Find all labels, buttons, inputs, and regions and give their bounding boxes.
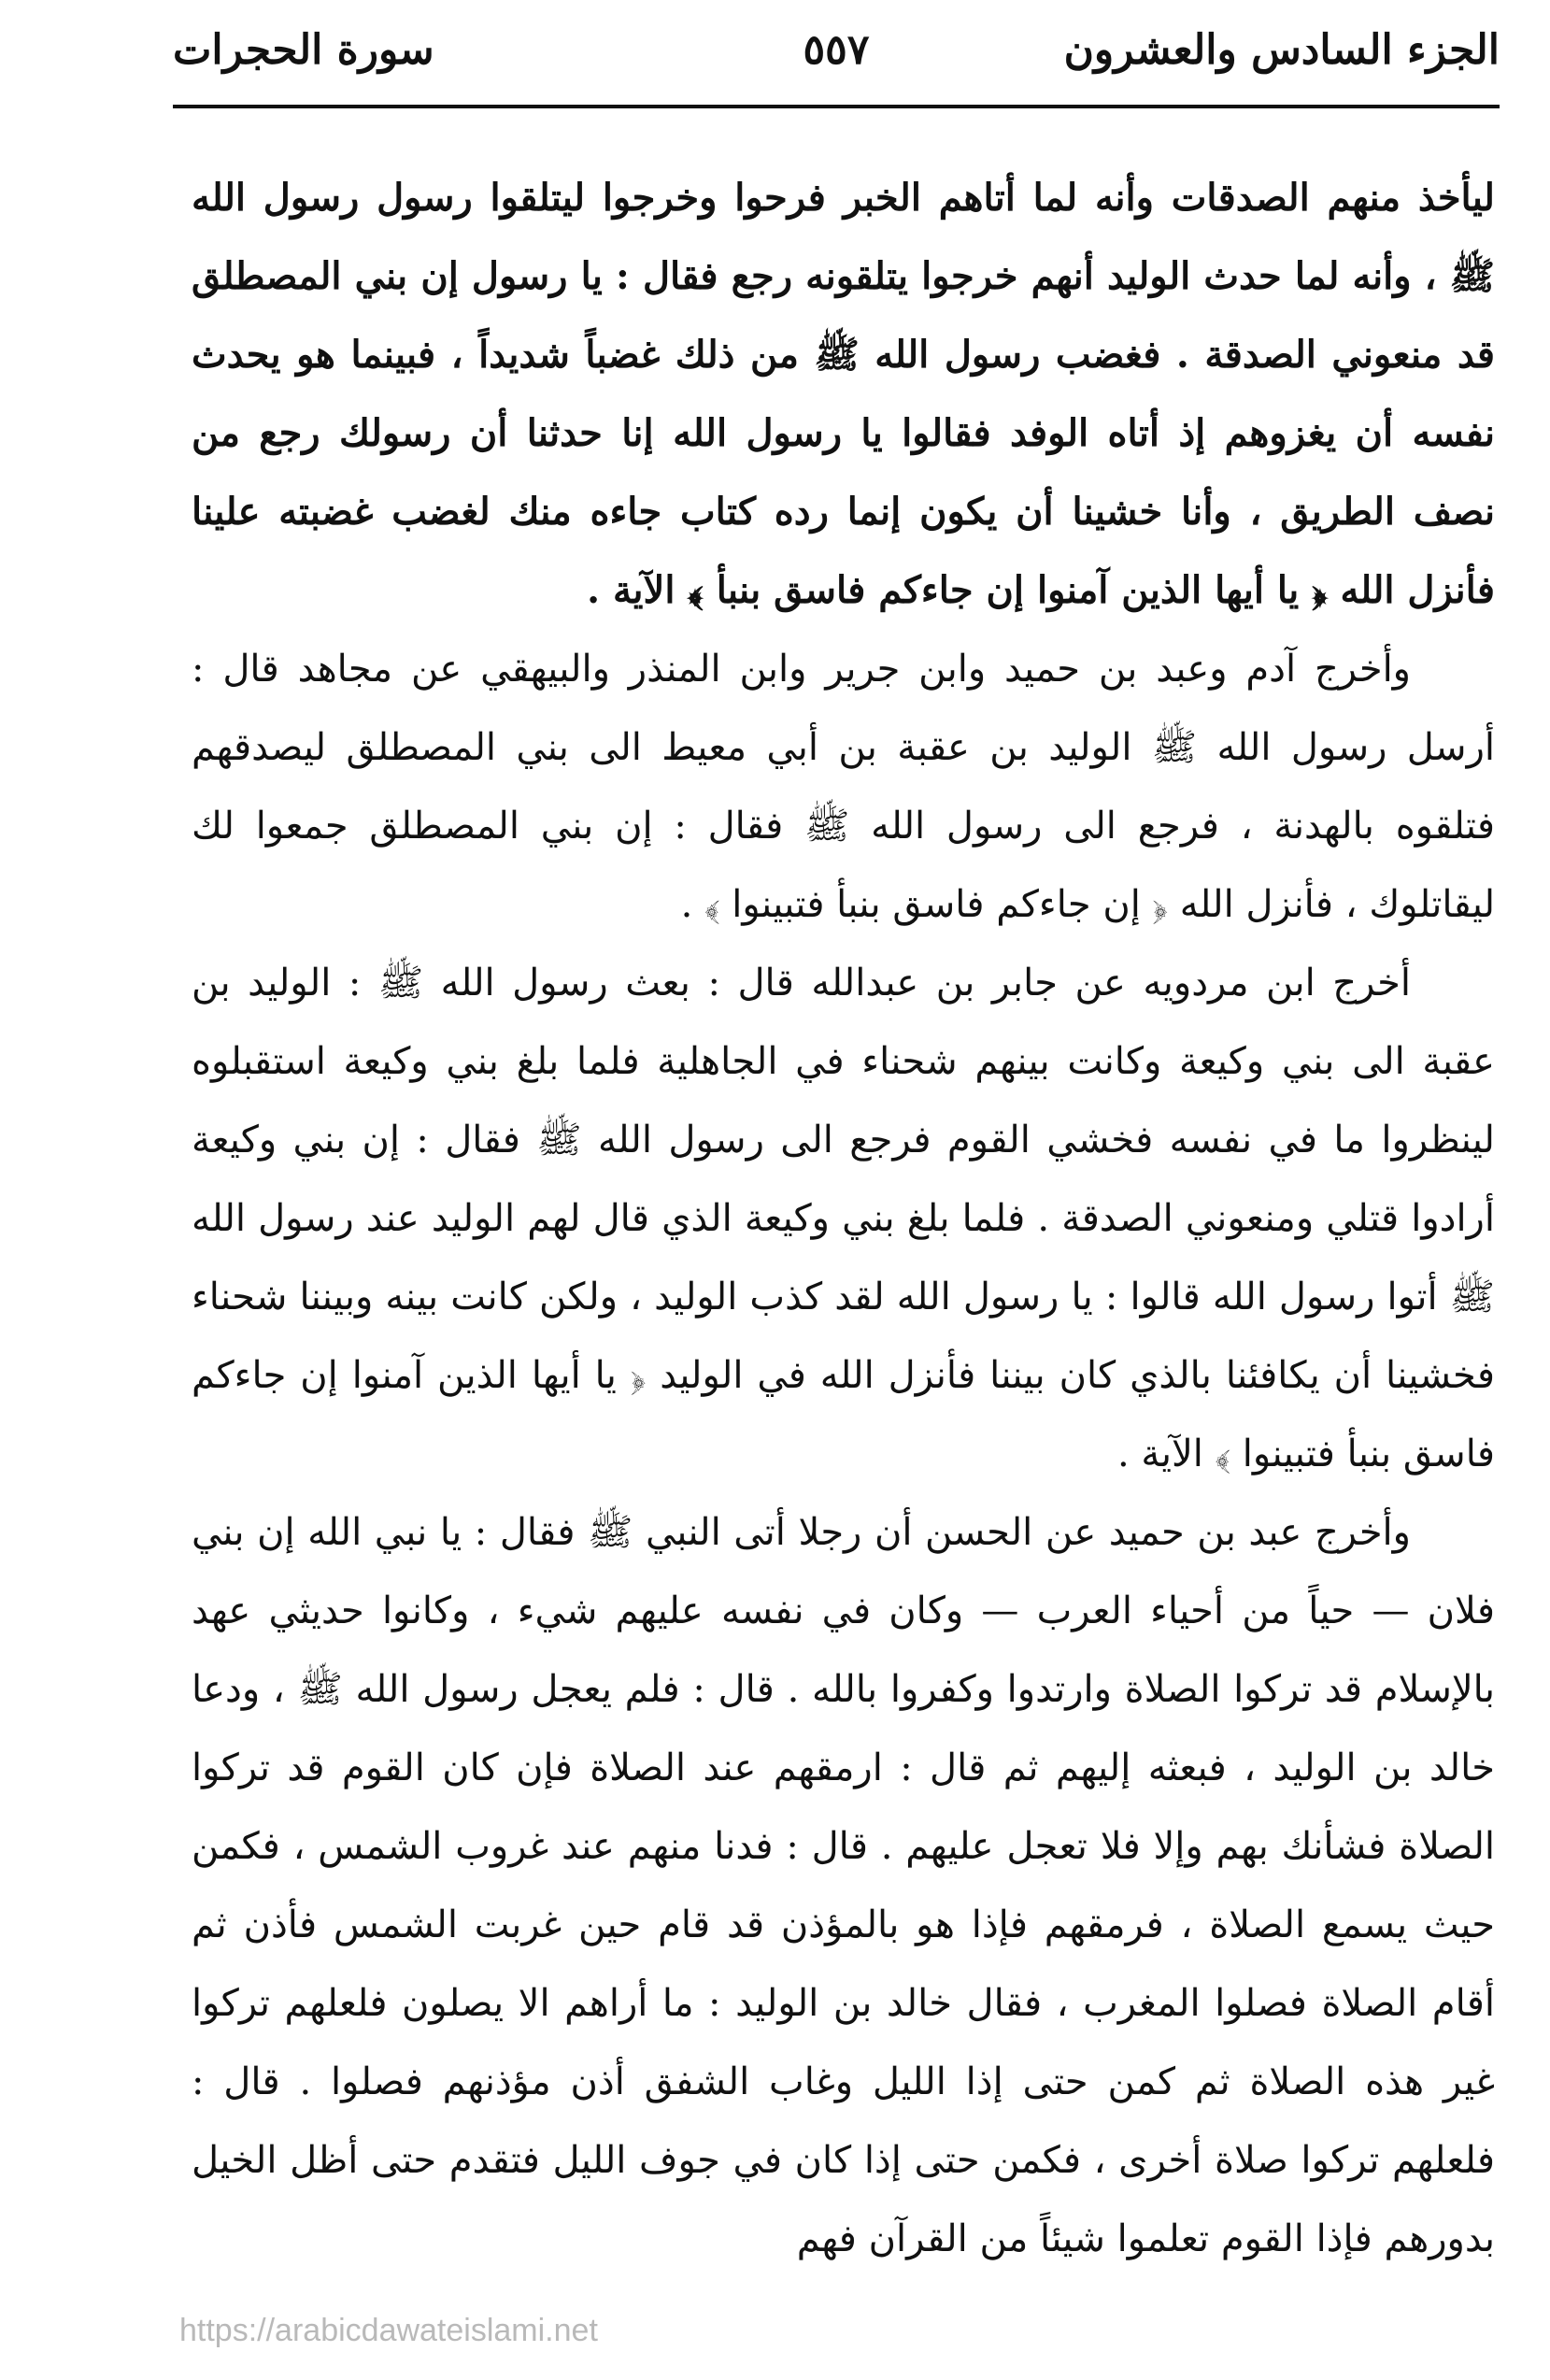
body-text [192,159,1495,2278]
paragraph-4: وأخرج عبد بن حميد عن الحسن أن رجلا أتى النبي ﷺ فقال : يا نبي الله إن بني فلان — حياً من أحياء العرب — وكان في نفسه عليهم شيء ، وكانوا حديثي عهد بالإسلام قد تركوا الصلاة وارتدوا وكفروا بالله . قال : فلم يعجل رسول الله ﷺ ، ودعا خالد بن الوليد ، فبعثه إليهم ثم قال : ارمقهم عند الصلاة فإن كان القوم قد تركوا الصلاة فشأنك بهم وإلا فلا تعجل عليهم . قال : فدنا منهم عند غروب الشمس ، فكمن حيث يسمع الصلاة ، فرمقهم فإذا هو بالمؤذن قد قام حين غربت الشمس فأذن ثم أقام الصلاة فصلوا المغرب ، فقال خالد بن الوليد : ما أراهم الا يصلون فلعلهم تركوا غير هذه الصلاة ثم كمن حتى إذا الليل وغاب الشفق أذن مؤذنهم فصلوا . قال : فلعلهم تركوا صلاة أخرى ، فكمن حتى إذا كان في جوف الليل فتقدم حتى أظل الخيل بدورهم فإذا القوم تعلموا شيئاً من القرآن فهم [192,1511,1496,2260]
header-divider [173,105,1500,108]
paragraph-3: أخرج ابن مردويه عن جابر بن عبدالله قال : بعث رسول الله ﷺ : الوليد بن عقبة الى بني وكيعة وكانت بينهم شحناء في الجاهلية فلما بلغ بني وكيعة استقبلوه لينظروا ما في نفسه فخشي القوم فرجع الى رسول الله ﷺ فقال : إن بني وكيعة أرادوا قتلي ومنعوني الصدقة . فلما بلغ بني وكيعة الذي قال لهم الوليد عند رسول الله ﷺ أتوا رسول الله قالوا : يا رسول الله لقد كذب الوليد ، ولكن كانت بينه وبيننا شحناء فخشينا أن يكافئنا بالذي كان بيننا فأنزل الله في الوليد ﴿ يا أيها الذين آمنوا إن جاءكم فاسق بنبأ فتبينوا ﴾ الآية . [192,962,1495,1475]
paragraph-1: ليأخذ منهم الصدقات وأنه لما أتاهم الخبر فرحوا وخرجوا ليتلقوا رسول رسول الله ﷺ ، وأنه لما حدث الوليد أنهم خرجوا يتلقونه رجع فقال : يا رسول إن بني المصطلق قد منعوني الصدقة . فغضب رسول الله ﷺ من ذلك غضباً شديداً ، فبينما هو يحدث نفسه أن يغزوهم إذ أتاه الوفد فقالوا يا رسول الله إنا حدثنا أن رسولك رجع من نصف الطريق ، وأنا خشينا أن يكون إنما رده كتاب جاءه منك لغضب غضبته علينا فأنزل الله ﴿ يا أيها الذين آمنوا إن جاءكم فاسق بنبأ ﴾ الآية . [192,176,1495,612]
paragraph-2: وأخرج آدم وعبد بن حميد وابن جرير وابن المنذر والبيهقي عن مجاهد قال : أرسل رسول الله ﷺ الوليد بن عقبة بن أبي معيط الى بني المصطلق ليصدقهم فتلقوه بالهدنة ، فرجع الى رسول الله ﷺ فقال : إن بني المصطلق جمعوا لك ليقاتلوك ، فأنزل الله ﴿ إن جاءكم فاسق بنبأ فتبينوا ﴾ . [192,648,1495,926]
part-title: الجزء السادس والعشرون [1063,26,1500,74]
surah-title: سورة الحجرات [173,26,434,74]
page-number: ٥٥٧ [803,26,870,74]
watermark-url: https://arabicdawateislami.net [179,2313,598,2348]
page-header [173,19,1500,93]
